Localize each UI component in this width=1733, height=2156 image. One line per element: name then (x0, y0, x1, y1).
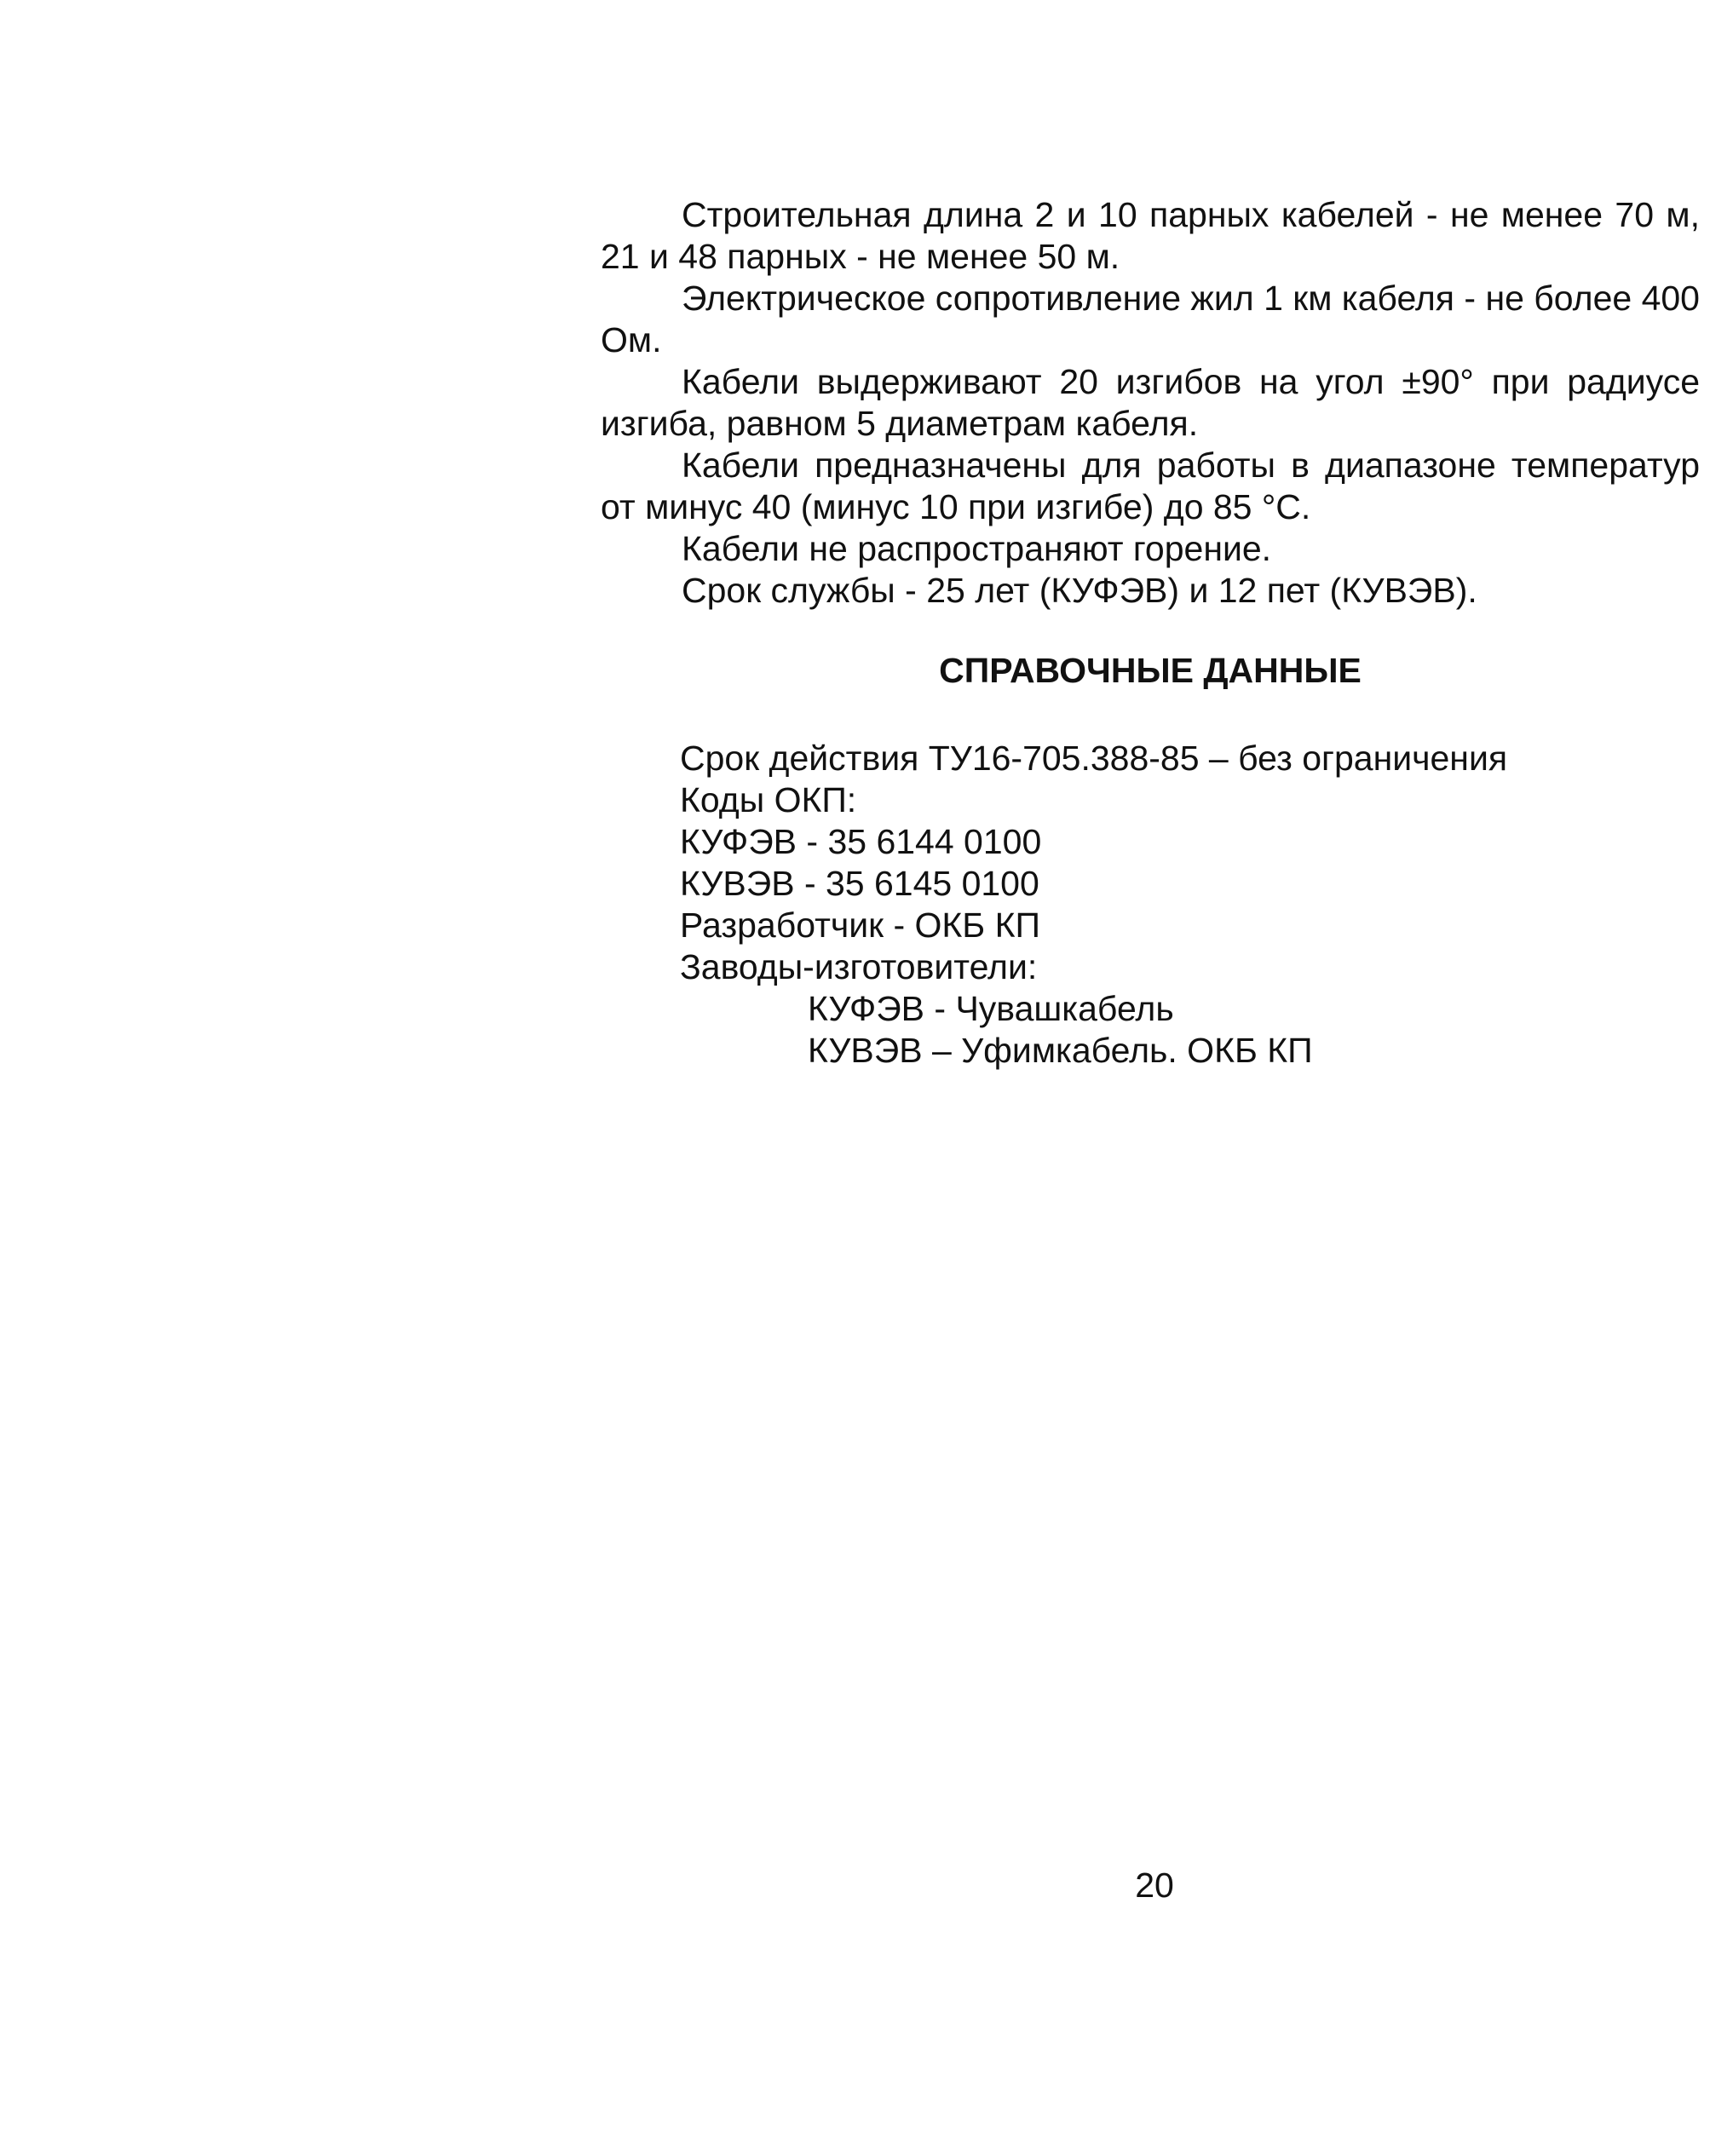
ref-validity: Срок действия ТУ16-705.388-85 – без ограничения (680, 739, 1508, 778)
ref-okp-kuvev: КУВЭВ - 35 6145 0100 (680, 864, 1039, 903)
paragraph-resistance: Электрическое сопротивление жил 1 км кабеля - не более 400 Ом. (601, 279, 1700, 359)
body-text (601, 194, 1700, 612)
paragraph-temperature: Кабели предназначены для работы в диапазоне температур от минус 40 (минус 10 при изгибе) до 85 °С. (601, 446, 1700, 526)
paragraph-construction-length: Строительная длина 2 и 10 парных кабелей - не менее 70 м, 21 и 48 парных - не менее 50 м. (601, 195, 1700, 276)
ref-okp-codes-label: Коды ОКП: (680, 780, 857, 819)
page-number: 20 (1135, 1866, 1174, 1905)
paragraph-service-life: Срок службы - 25 лет (КУФЭВ) и 12 пет (КУВЭВ). (682, 571, 1477, 610)
paragraph-fire: Кабели не распространяют горение. (682, 529, 1272, 568)
ref-manufacturer-kuvev: КУВЭВ – Уфимкабель. ОКБ КП (808, 1031, 1313, 1070)
paragraph-bending: Кабели выдерживают 20 изгибов на угол ±90° при радиусе изгиба, равном 5 диаметрам кабеля. (601, 362, 1700, 443)
ref-manufacturers-label: Заводы-изготовители: (680, 947, 1038, 986)
ref-developer: Разработчик - ОКБ КП (680, 906, 1040, 945)
ref-okp-kufev: КУФЭВ - 35 6144 0100 (680, 822, 1042, 861)
reference-data (680, 738, 1702, 1072)
section-heading: СПРАВОЧНЫЕ ДАННЫЕ (939, 651, 1362, 690)
ref-manufacturer-kufev: КУФЭВ - Чувашкабель (808, 989, 1174, 1028)
